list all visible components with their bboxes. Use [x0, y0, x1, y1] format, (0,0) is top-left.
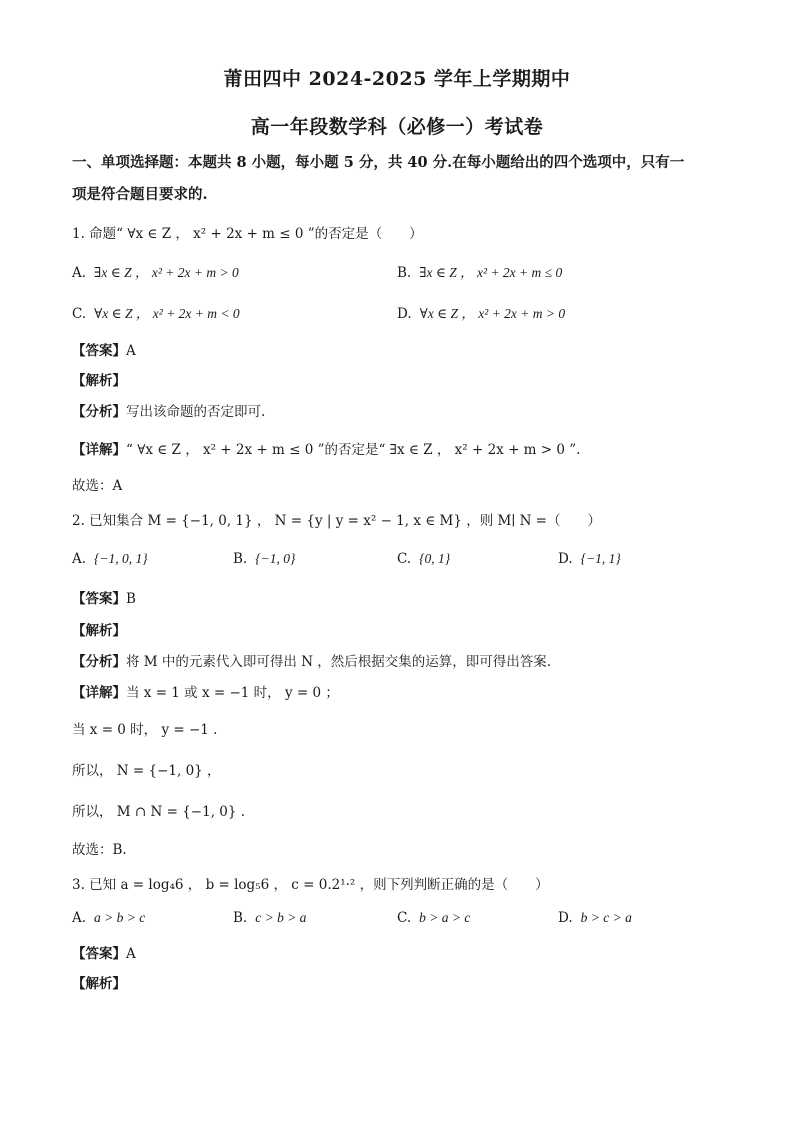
q2-analysis-tag: 【解析】	[72, 623, 126, 639]
q3-answer	[72, 942, 136, 962]
q1-analysis-tag: 【解析】	[72, 373, 126, 389]
answer-value: A	[126, 946, 136, 962]
q1-option-d	[397, 302, 565, 322]
q1-option-a	[72, 261, 239, 281]
q3-stem: 3. 已知 a = log₄6 ， b = log₅6 ， c = 0.2¹·² ，则下列判断正确的是（ ）	[72, 877, 549, 893]
option-label: C.	[397, 551, 412, 567]
q1-option-c	[72, 302, 240, 322]
option-label: C.	[72, 306, 87, 322]
q2-answer	[72, 587, 136, 607]
option-label: B.	[233, 910, 248, 926]
answer-tag: 【答案】	[72, 946, 126, 962]
option-text: {0, 1}	[419, 551, 451, 566]
q2-fenxi	[72, 650, 551, 670]
q1-fenxi	[72, 400, 265, 420]
answer-tag: 【答案】	[72, 591, 126, 607]
option-label: A.	[72, 551, 87, 567]
option-label: B.	[233, 551, 248, 567]
detail-tag: 【详解】	[72, 685, 126, 701]
q2-stem: 2. 已知集合 M = {−1, 0, 1} ， N = {y | y = x² − 1, x ∈ M} ，则 M∣ N =（ ）	[72, 513, 601, 529]
q2-detail	[72, 681, 339, 701]
option-text: ∀x ∈ Z ， x² + 2x + m > 0	[419, 306, 566, 321]
option-text: {−1, 0, 1}	[94, 551, 148, 566]
q2-option-c	[397, 551, 450, 567]
q3-option-d	[558, 910, 632, 926]
option-text: a > b > c	[94, 910, 146, 925]
q2-option-b	[233, 551, 295, 567]
q1-stem: 1. 命题“ ∀x ∈ Z ， x² + 2x + m ≤ 0 ”的否定是（ ）	[72, 226, 423, 242]
option-text: b > c > a	[580, 910, 632, 925]
q2-option-d	[558, 551, 621, 567]
q3-option-c	[397, 910, 470, 926]
fenxi-tag: 【分析】	[72, 404, 126, 420]
option-label: A.	[72, 910, 87, 926]
q2-detail-line-c: 所以， M ∩ N = {−1, 0} .	[72, 804, 246, 820]
q3-option-a	[72, 910, 145, 926]
detail-tag: 【详解】	[72, 442, 126, 458]
q1-option-b	[397, 261, 562, 281]
option-label: D.	[558, 551, 573, 567]
q2-choose: 故选：B.	[72, 842, 127, 858]
option-text: c > b > a	[255, 910, 307, 925]
option-label: D.	[558, 910, 573, 926]
option-label: C.	[397, 910, 412, 926]
q3-analysis-tag: 【解析】	[72, 976, 126, 992]
option-text: ∃x ∈ Z ， x² + 2x + m > 0	[94, 265, 239, 280]
exam-subtitle: 高一年段数学科（必修一）考试卷	[250, 116, 544, 138]
option-text: {−1, 1}	[580, 551, 621, 566]
section-heading-line1: 一、单项选择题：本题共 8 小题，每小题 5 分，共 40 分.在每小题给出的四个选项中，只有一	[72, 154, 685, 171]
option-text: b > a > c	[419, 910, 471, 925]
section-heading-line2: 项是符合题目要求的.	[72, 186, 208, 203]
detail-text: 当 x = 1 或 x = −1 时， y = 0 ；	[126, 685, 339, 701]
option-text: {−1, 0}	[255, 551, 296, 566]
q1-choose: 故选：A	[72, 478, 123, 494]
answer-value: B	[126, 591, 136, 607]
option-text: ∃x ∈ Z ， x² + 2x + m ≤ 0	[419, 265, 563, 280]
answer-tag: 【答案】	[72, 343, 126, 359]
option-label: B.	[397, 265, 412, 281]
fenxi-text: 将 M 中的元素代入即可得出 N ，然后根据交集的运算，即可得出答案.	[126, 654, 552, 670]
option-text: ∀x ∈ Z ， x² + 2x + m < 0	[94, 306, 240, 321]
option-label: D.	[397, 306, 412, 322]
q1-detail	[72, 438, 580, 458]
q3-option-b	[233, 910, 306, 926]
detail-text: “ ∀x ∈ Z ， x² + 2x + m ≤ 0 ”的否定是“ ∃x ∈ Z ， x² + 2x + m > 0 ”.	[126, 442, 581, 458]
q1-answer	[72, 339, 136, 359]
option-label: A.	[72, 265, 87, 281]
exam-title: 莆田四中 2024-2025 学年上学期期中	[223, 68, 571, 90]
q2-option-a	[72, 551, 148, 567]
q2-detail-line-b: 所以， N = {−1, 0} ，	[72, 763, 221, 779]
q2-detail-line-a: 当 x = 0 时， y = −1 .	[72, 722, 218, 738]
fenxi-text: 写出该命题的否定即可.	[126, 404, 266, 420]
answer-value: A	[126, 343, 136, 359]
fenxi-tag: 【分析】	[72, 654, 126, 670]
